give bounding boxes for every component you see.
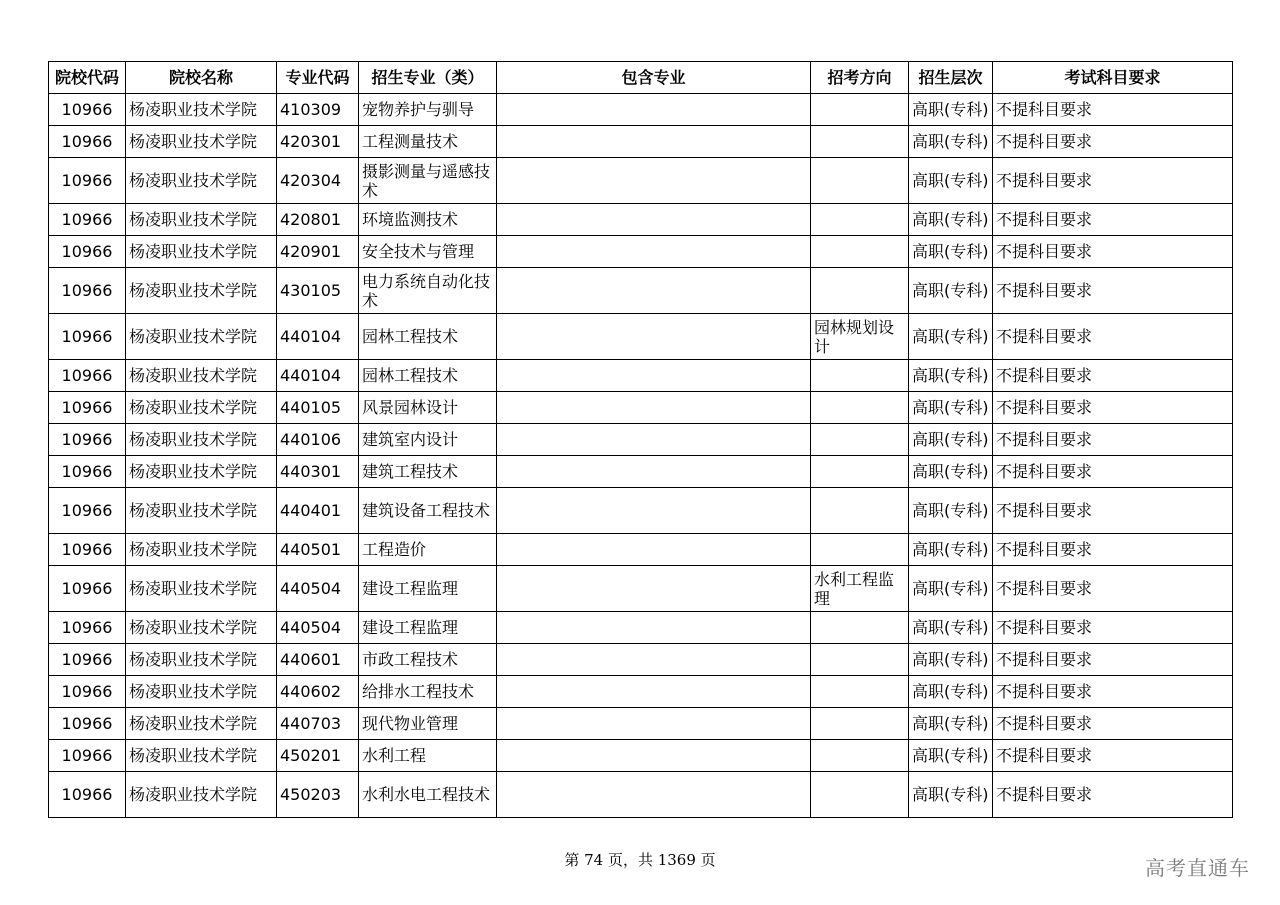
- cell-major-code: 440602: [277, 676, 359, 708]
- cell-major: 建筑室内设计: [359, 424, 497, 456]
- cell-direction: [811, 94, 909, 126]
- cell-school-code: 10966: [49, 268, 126, 314]
- cell-level: 高职(专科): [909, 740, 993, 772]
- cell-major: 环境监测技术: [359, 204, 497, 236]
- cell-requirement: 不提科目要求: [993, 456, 1233, 488]
- watermark: 高考直通车: [1145, 856, 1250, 880]
- cell-school-name: 杨凌职业技术学院: [126, 676, 277, 708]
- cell-school-code: 10966: [49, 740, 126, 772]
- cell-requirement: 不提科目要求: [993, 126, 1233, 158]
- cell-requirement: 不提科目要求: [993, 488, 1233, 534]
- cell-direction: [811, 456, 909, 488]
- cell-school-code: 10966: [49, 314, 126, 360]
- cell-school-name: 杨凌职业技术学院: [126, 392, 277, 424]
- cell-level: 高职(专科): [909, 488, 993, 534]
- cell-includes: [497, 566, 811, 612]
- cell-major-code: 440504: [277, 566, 359, 612]
- col-header-direction: 招考方向: [811, 62, 909, 94]
- cell-school-code: 10966: [49, 204, 126, 236]
- cell-major-code: 440401: [277, 488, 359, 534]
- cell-direction: 水利工程监理: [811, 566, 909, 612]
- cell-requirement: 不提科目要求: [993, 314, 1233, 360]
- cell-major-code: 420301: [277, 126, 359, 158]
- cell-requirement: 不提科目要求: [993, 392, 1233, 424]
- cell-requirement: 不提科目要求: [993, 644, 1233, 676]
- cell-school-name: 杨凌职业技术学院: [126, 612, 277, 644]
- cell-requirement: 不提科目要求: [993, 566, 1233, 612]
- table-body: [49, 94, 1233, 818]
- cell-includes: [497, 456, 811, 488]
- cell-requirement: 不提科目要求: [993, 158, 1233, 204]
- cell-school-code: 10966: [49, 708, 126, 740]
- cell-school-code: 10966: [49, 236, 126, 268]
- table-row: [49, 456, 1233, 488]
- cell-includes: [497, 644, 811, 676]
- cell-requirement: 不提科目要求: [993, 204, 1233, 236]
- cell-requirement: 不提科目要求: [993, 772, 1233, 818]
- cell-major-code: 440104: [277, 314, 359, 360]
- cell-school-code: 10966: [49, 424, 126, 456]
- cell-school-code: 10966: [49, 360, 126, 392]
- cell-school-code: 10966: [49, 644, 126, 676]
- cell-major: 宠物养护与驯导: [359, 94, 497, 126]
- table-row: [49, 424, 1233, 456]
- cell-major-code: 440301: [277, 456, 359, 488]
- cell-direction: [811, 676, 909, 708]
- col-header-major: 招生专业（类）: [359, 62, 497, 94]
- cell-school-name: 杨凌职业技术学院: [126, 456, 277, 488]
- col-header-level: 招生层次: [909, 62, 993, 94]
- cell-major: 风景园林设计: [359, 392, 497, 424]
- col-header-school-name: 院校名称: [126, 62, 277, 94]
- cell-includes: [497, 740, 811, 772]
- cell-level: 高职(专科): [909, 566, 993, 612]
- cell-includes: [497, 676, 811, 708]
- cell-level: 高职(专科): [909, 644, 993, 676]
- cell-school-name: 杨凌职业技术学院: [126, 204, 277, 236]
- cell-school-name: 杨凌职业技术学院: [126, 360, 277, 392]
- cell-includes: [497, 94, 811, 126]
- col-header-major-code: 专业代码: [277, 62, 359, 94]
- cell-major: 水利水电工程技术: [359, 772, 497, 818]
- cell-direction: [811, 204, 909, 236]
- cell-school-code: 10966: [49, 772, 126, 818]
- table-row: [49, 268, 1233, 314]
- cell-major-code: 410309: [277, 94, 359, 126]
- cell-major: 安全技术与管理: [359, 236, 497, 268]
- cell-school-name: 杨凌职业技术学院: [126, 236, 277, 268]
- cell-level: 高职(专科): [909, 392, 993, 424]
- cell-includes: [497, 204, 811, 236]
- cell-school-code: 10966: [49, 126, 126, 158]
- cell-requirement: 不提科目要求: [993, 360, 1233, 392]
- cell-major-code: 440601: [277, 644, 359, 676]
- cell-includes: [497, 126, 811, 158]
- cell-level: 高职(专科): [909, 268, 993, 314]
- cell-major: 电力系统自动化技术: [359, 268, 497, 314]
- cell-requirement: 不提科目要求: [993, 268, 1233, 314]
- cell-major: 工程造价: [359, 534, 497, 566]
- cell-includes: [497, 268, 811, 314]
- cell-school-code: 10966: [49, 94, 126, 126]
- cell-major-code: 420304: [277, 158, 359, 204]
- cell-requirement: 不提科目要求: [993, 740, 1233, 772]
- cell-major: 建筑设备工程技术: [359, 488, 497, 534]
- table-row: [49, 740, 1233, 772]
- table-row: [49, 204, 1233, 236]
- cell-major: 建筑工程技术: [359, 456, 497, 488]
- cell-major-code: 420901: [277, 236, 359, 268]
- cell-school-code: 10966: [49, 456, 126, 488]
- table-row: [49, 676, 1233, 708]
- cell-major: 工程测量技术: [359, 126, 497, 158]
- cell-major: 现代物业管理: [359, 708, 497, 740]
- cell-school-name: 杨凌职业技术学院: [126, 158, 277, 204]
- cell-school-name: 杨凌职业技术学院: [126, 488, 277, 534]
- cell-major-code: 450203: [277, 772, 359, 818]
- cell-major: 市政工程技术: [359, 644, 497, 676]
- cell-school-name: 杨凌职业技术学院: [126, 708, 277, 740]
- cell-major-code: 450201: [277, 740, 359, 772]
- cell-includes: [497, 772, 811, 818]
- cell-requirement: 不提科目要求: [993, 424, 1233, 456]
- table-row: [49, 158, 1233, 204]
- table-row: [49, 772, 1233, 818]
- cell-level: 高职(专科): [909, 424, 993, 456]
- cell-direction: [811, 740, 909, 772]
- cell-level: 高职(专科): [909, 708, 993, 740]
- cell-level: 高职(专科): [909, 236, 993, 268]
- table-row: [49, 708, 1233, 740]
- cell-school-name: 杨凌职业技术学院: [126, 534, 277, 566]
- col-header-requirement: 考试科目要求: [993, 62, 1233, 94]
- cell-includes: [497, 424, 811, 456]
- table-row: [49, 566, 1233, 612]
- table-row: [49, 644, 1233, 676]
- cell-major-code: 440504: [277, 612, 359, 644]
- cell-school-name: 杨凌职业技术学院: [126, 740, 277, 772]
- cell-requirement: 不提科目要求: [993, 676, 1233, 708]
- cell-direction: [811, 392, 909, 424]
- cell-level: 高职(专科): [909, 158, 993, 204]
- cell-level: 高职(专科): [909, 676, 993, 708]
- cell-direction: [811, 424, 909, 456]
- cell-includes: [497, 314, 811, 360]
- cell-school-name: 杨凌职业技术学院: [126, 126, 277, 158]
- cell-school-name: 杨凌职业技术学院: [126, 268, 277, 314]
- cell-major-code: 440104: [277, 360, 359, 392]
- table-row: [49, 94, 1233, 126]
- cell-includes: [497, 708, 811, 740]
- cell-includes: [497, 158, 811, 204]
- cell-direction: [811, 268, 909, 314]
- cell-major-code: 440501: [277, 534, 359, 566]
- cell-direction: [811, 488, 909, 534]
- cell-major: 建设工程监理: [359, 566, 497, 612]
- cell-major: 摄影测量与遥感技术: [359, 158, 497, 204]
- cell-includes: [497, 392, 811, 424]
- col-header-school-code: 院校代码: [49, 62, 126, 94]
- cell-major: 给排水工程技术: [359, 676, 497, 708]
- cell-major: 园林工程技术: [359, 360, 497, 392]
- cell-level: 高职(专科): [909, 612, 993, 644]
- cell-direction: [811, 126, 909, 158]
- table-row: [49, 360, 1233, 392]
- cell-school-name: 杨凌职业技术学院: [126, 566, 277, 612]
- cell-school-code: 10966: [49, 676, 126, 708]
- cell-level: 高职(专科): [909, 456, 993, 488]
- cell-school-name: 杨凌职业技术学院: [126, 314, 277, 360]
- cell-major-code: 440703: [277, 708, 359, 740]
- table-row: [49, 392, 1233, 424]
- cell-school-name: 杨凌职业技术学院: [126, 94, 277, 126]
- cell-requirement: 不提科目要求: [993, 94, 1233, 126]
- cell-direction: [811, 360, 909, 392]
- col-header-includes: 包含专业: [497, 62, 811, 94]
- cell-major: 水利工程: [359, 740, 497, 772]
- cell-major-code: 420801: [277, 204, 359, 236]
- majors-table: [48, 61, 1233, 818]
- cell-direction: [811, 158, 909, 204]
- cell-direction: [811, 644, 909, 676]
- page-number: 第 74 页，共 1369 页: [564, 851, 716, 869]
- cell-level: 高职(专科): [909, 94, 993, 126]
- cell-level: 高职(专科): [909, 204, 993, 236]
- cell-includes: [497, 612, 811, 644]
- cell-school-code: 10966: [49, 488, 126, 534]
- cell-requirement: 不提科目要求: [993, 534, 1233, 566]
- cell-school-code: 10966: [49, 612, 126, 644]
- cell-school-code: 10966: [49, 534, 126, 566]
- cell-direction: [811, 772, 909, 818]
- cell-level: 高职(专科): [909, 772, 993, 818]
- cell-level: 高职(专科): [909, 314, 993, 360]
- cell-includes: [497, 534, 811, 566]
- cell-requirement: 不提科目要求: [993, 236, 1233, 268]
- cell-major: 园林工程技术: [359, 314, 497, 360]
- cell-requirement: 不提科目要求: [993, 612, 1233, 644]
- cell-school-name: 杨凌职业技术学院: [126, 644, 277, 676]
- table-row: [49, 488, 1233, 534]
- cell-level: 高职(专科): [909, 360, 993, 392]
- cell-level: 高职(专科): [909, 126, 993, 158]
- cell-school-name: 杨凌职业技术学院: [126, 424, 277, 456]
- cell-requirement: 不提科目要求: [993, 708, 1233, 740]
- cell-major: 建设工程监理: [359, 612, 497, 644]
- cell-includes: [497, 488, 811, 534]
- cell-direction: [811, 612, 909, 644]
- cell-direction: [811, 534, 909, 566]
- cell-major-code: 440105: [277, 392, 359, 424]
- table-row: [49, 314, 1233, 360]
- cell-direction: [811, 236, 909, 268]
- cell-includes: [497, 236, 811, 268]
- cell-includes: [497, 360, 811, 392]
- table-row: [49, 612, 1233, 644]
- table-row: [49, 126, 1233, 158]
- cell-school-code: 10966: [49, 392, 126, 424]
- cell-major-code: 430105: [277, 268, 359, 314]
- cell-level: 高职(专科): [909, 534, 993, 566]
- header-row: [49, 62, 1233, 94]
- table-row: [49, 236, 1233, 268]
- cell-major-code: 440106: [277, 424, 359, 456]
- cell-school-name: 杨凌职业技术学院: [126, 772, 277, 818]
- cell-direction: [811, 708, 909, 740]
- cell-direction: 园林规划设计: [811, 314, 909, 360]
- cell-school-code: 10966: [49, 566, 126, 612]
- table-row: [49, 534, 1233, 566]
- cell-school-code: 10966: [49, 158, 126, 204]
